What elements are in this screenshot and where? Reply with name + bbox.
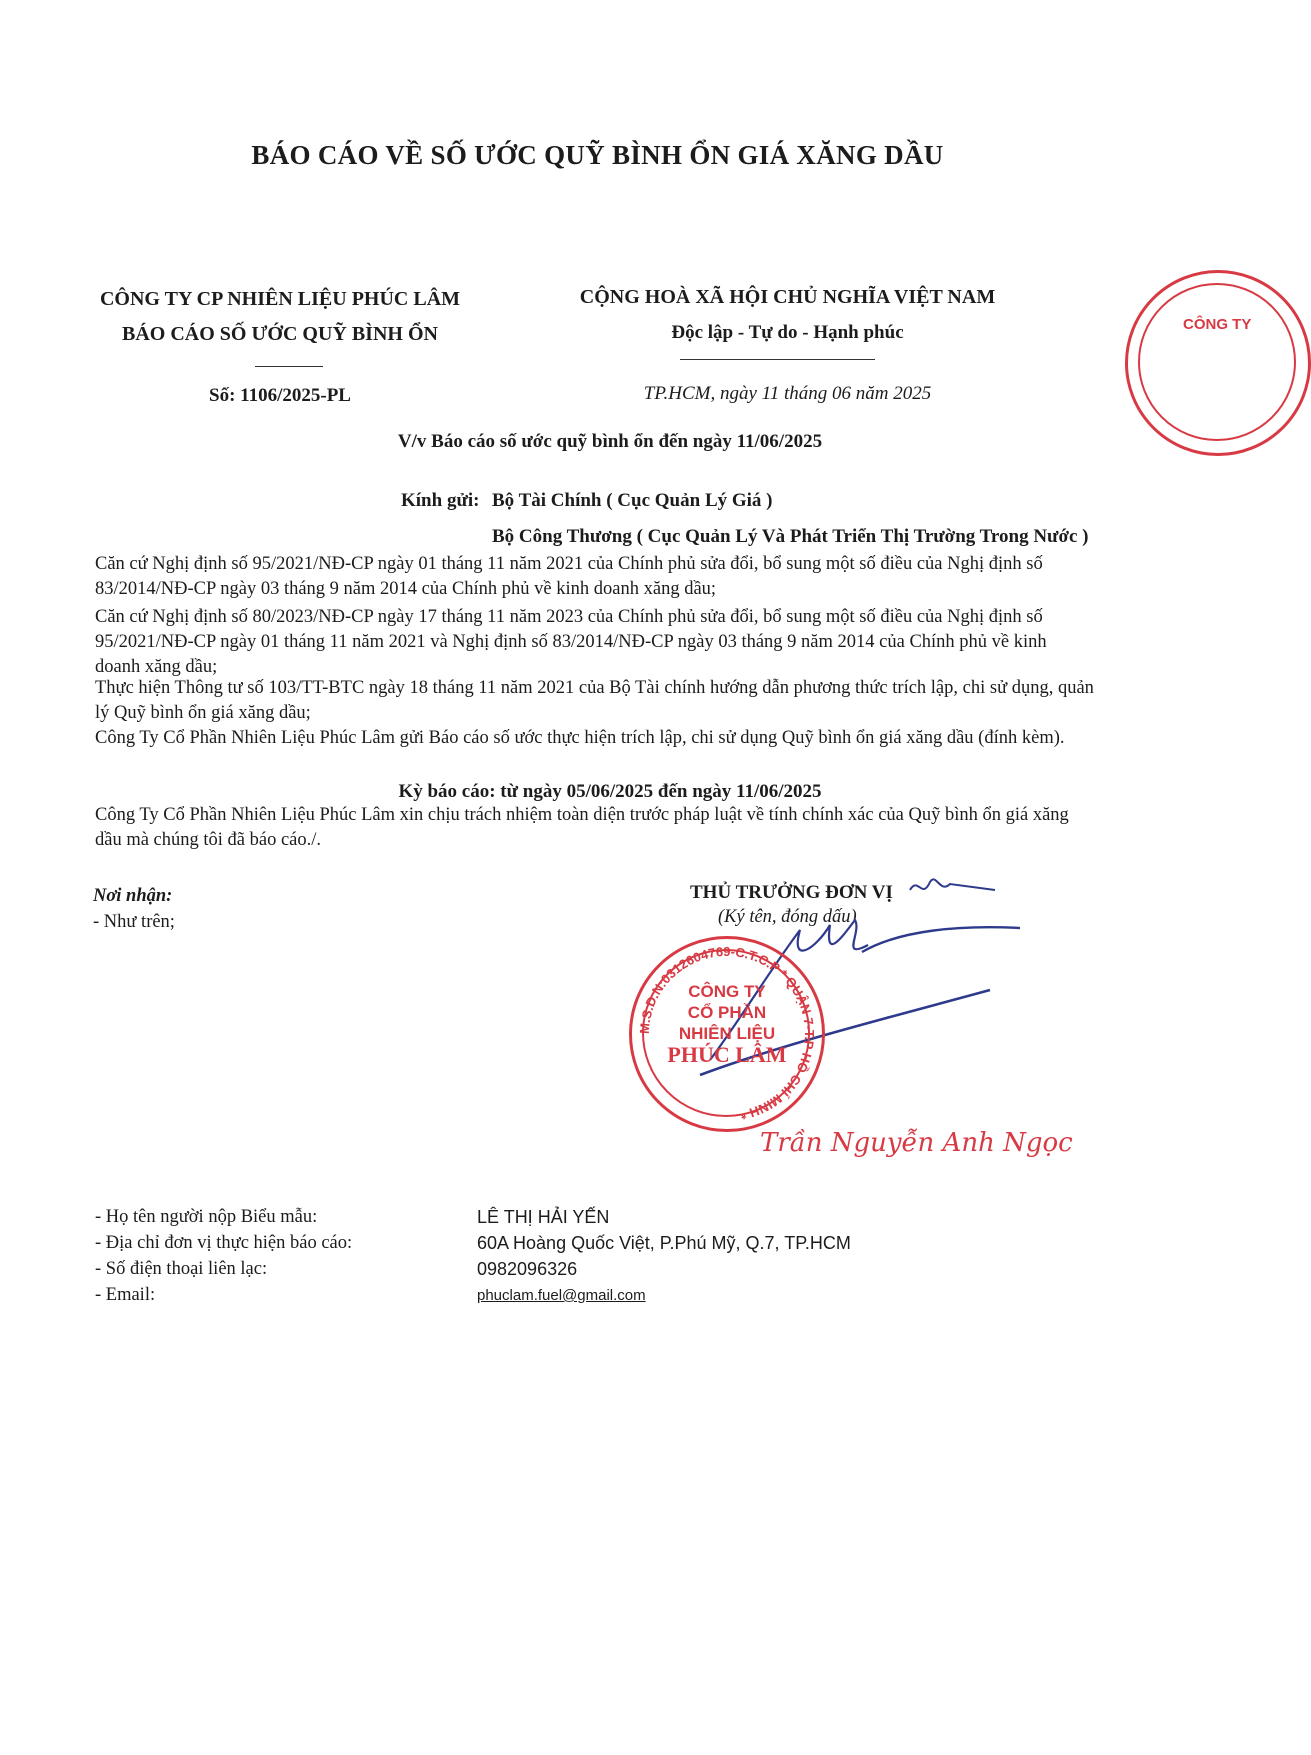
edge-seal-text: CÔNG TY — [1183, 316, 1252, 333]
signer-note: (Ký tên, đóng dấu) — [718, 907, 857, 927]
company-name: CÔNG TY CP NHIÊN LIỆU PHÚC LÂM — [99, 288, 461, 310]
receiver-item: - Như trên; — [93, 912, 175, 932]
contact-value-address: 60A Hoàng Quốc Việt, P.Phú Mỹ, Q.7, TP.HCM — [477, 1233, 851, 1253]
contact-label-address: - Địa chỉ đơn vị thực hiện báo cáo: — [95, 1233, 353, 1253]
place-date: TP.HCM, ngày 11 tháng 06 năm 2025 — [643, 383, 932, 404]
document-title: BÁO CÁO VỀ SỐ ƯỚC QUỸ BÌNH ỔN GIÁ XĂNG DẦU — [251, 140, 944, 170]
subject-line: V/v Báo cáo số ước quỹ bình ổn đến ngày 11/06/2025 — [397, 431, 823, 452]
recipient-1: Bộ Tài Chính ( Cục Quản Lý Giá ) — [492, 490, 773, 511]
svg-text:M.S.D.N:0312604769-C.T.C.P * Q: M.S.D.N:0312604769-C.T.C.P * QUẬN 7-T.P HỒ CHÍ MINH * — [636, 943, 818, 1123]
document-number: Số: 1106/2025-PL — [209, 385, 351, 406]
nation-name: CỘNG HOÀ XÃ HỘI CHỦ NGHĨA VIỆT NAM — [579, 286, 996, 308]
paragraph-legal-basis-1: Căn cứ Nghị định số 95/2021/NĐ-CP ngày 01 tháng 11 năm 2021 của Chính phủ sửa đổi, bổ sung một số điều của Nghị định số 83/2014/NĐ-CP ngày 03 tháng 9 năm 2014 của Chính phủ về kinh doanh xăng dầu; — [95, 554, 1043, 599]
paragraph-submission: Công Ty Cổ Phần Nhiên Liệu Phúc Lâm gửi Báo cáo số ước thực hiện trích lập, chi sử dụng Quỹ bình ổn giá xăng dầu (đính kèm). — [95, 728, 1065, 748]
seal-line-3: NHIÊN LIỆU — [678, 1024, 776, 1043]
edge-seal — [1125, 270, 1311, 456]
left-header-rule — [255, 366, 323, 367]
paragraph-commitment: Công Ty Cổ Phần Nhiên Liệu Phúc Lâm xin chịu trách nhiệm toàn diện trước pháp luật về tính chính xác của Quỹ bình ổn giá xăng dầu mà chúng tôi đã báo cáo./. — [95, 805, 1069, 850]
seal-line-2: CỔ PHẦN — [687, 1003, 767, 1022]
contact-value-email[interactable]: phuclam.fuel@gmail.com — [477, 1287, 646, 1304]
contact-label-phone: - Số điện thoại liên lạc: — [95, 1259, 268, 1279]
report-period: Kỳ báo cáo: từ ngày 05/06/2025 đến ngày 11/06/2025 — [398, 781, 822, 802]
contact-value-phone: 0982096326 — [477, 1259, 578, 1279]
right-header-rule — [680, 359, 875, 360]
report-name: BÁO CÁO SỐ ƯỚC QUỸ BÌNH ỔN — [122, 323, 438, 345]
receiver-label: Nơi nhận: — [93, 886, 173, 906]
contact-value-name: LÊ THỊ HẢI YẾN — [477, 1207, 610, 1227]
seal-line-1: CÔNG TY — [688, 982, 766, 1001]
seal-line-4: PHÚC LÂM — [667, 1042, 787, 1067]
signer-title: THỦ TRƯỞNG ĐƠN VỊ — [690, 882, 893, 903]
contact-label-name: - Họ tên người nộp Biểu mẫu: — [95, 1207, 318, 1227]
signer-name: Trần Nguyễn Anh Ngọc — [760, 1128, 1073, 1158]
paragraph-circular: Thực hiện Thông tư số 103/TT-BTC ngày 18 tháng 11 năm 2021 của Bộ Tài chính hướng dẫn phương thức trích lập, chi sử dụng, quản lý Quỹ bình ổn giá xăng dầu; — [95, 678, 1094, 723]
recipient-2: Bộ Công Thương ( Cục Quản Lý Và Phát Triển Thị Trường Trong Nước ) — [492, 526, 1089, 547]
paragraph-legal-basis-2: Căn cứ Nghị định số 80/2023/NĐ-CP ngày 17 tháng 11 năm 2023 của Chính phủ sửa đổi, bổ sung một số điều của Nghị định số 95/2021/NĐ-CP ngày 01 tháng 11 năm 2021 và Nghị định số 83/2014/NĐ-CP ngày 03 tháng 9 năm 2014 của Chính phủ về kinh doanh xăng dầu; — [95, 607, 1047, 677]
contact-label-email: - Email: — [95, 1285, 156, 1305]
company-seal — [629, 936, 825, 1132]
nation-motto: Độc lập - Tự do - Hạnh phúc — [671, 322, 904, 343]
recipient-prefix: Kính gửi: — [401, 490, 480, 511]
